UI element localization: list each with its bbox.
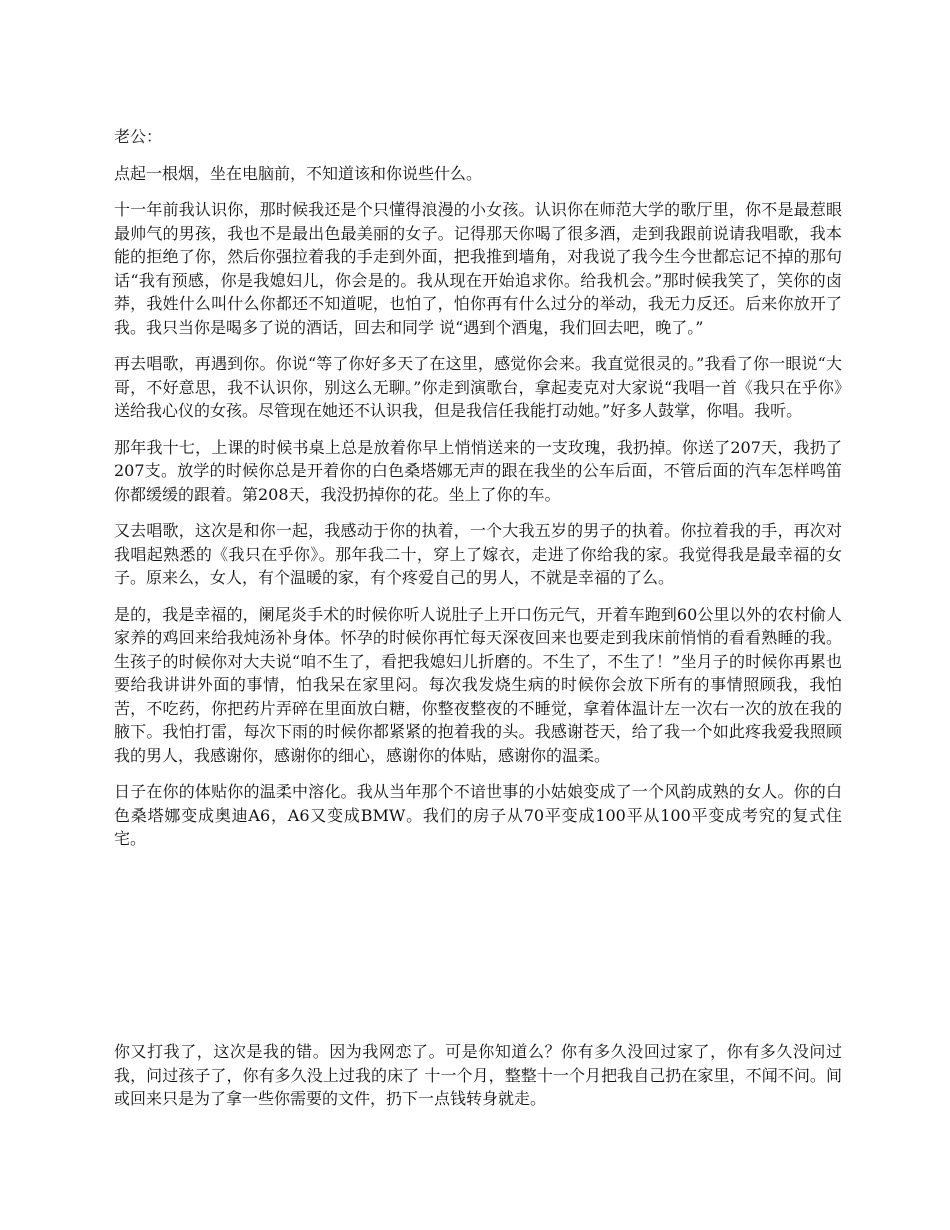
salutation: 老公： <box>114 127 163 146</box>
letter-body <box>114 125 842 864</box>
paragraph-7: 日子在你的体贴你的温柔中溶化。我从当年那个不谙世事的小姑娘变成了一个风韵成熟的女人。你的白色桑塔娜变成奥迪A6，A6又变成BMW。我们的房子从70平变成100平从100平变成考究的复式住宅。 <box>114 782 842 848</box>
paragraph-3: 再去唱歌，再遇到你。你说“等了你好多天了在这里，感觉你会来。我直觉很灵的。”我看了你一眼说“大哥，不好意思，我不认识你，别这么无聊。”你走到演歌台，拿起麦克对大家说“我唱一首《我只在乎你》送给我心仪的女孩。尽管现在她还不认识我，但是我信任我能打动她。”好多人鼓掌，你唱。我听。 <box>114 354 842 420</box>
letter-continuation <box>114 1040 842 1124</box>
paragraph-5: 又去唱歌，这次是和你一起，我感动于你的执着，一个大我五岁的男子的执着。你拉着我的手，再次对我唱起熟悉的《我只在乎你》。那年我二十，穿上了嫁衣，走进了你给我的家。我觉得我是最幸福的女子。原来么，女人，有个温暖的家，有个疼爱自己的男人，不就是幸福的了么。 <box>114 521 842 587</box>
paragraph-1: 点起一根烟，坐在电脑前，不知道该和你说些什么。 <box>114 163 483 183</box>
paragraph-8: 你又打我了，这次是我的错。因为我网恋了。可是你知道么？你有多久没回过家了，你有多久没问过我，问过孩子了，你有多久没上过我的床了 十一个月，整整十一个月把我自己扔在家里，不闻不问。间或回来只是为了拿一些你需要的文件，扔下一点钱转身就走。 <box>114 1042 842 1108</box>
paragraph-6: 是的，我是幸福的，阑尾炎手术的时候你听人说肚子上开口伤元气，开着车跑到60公里以外的农村偷人家养的鸡回来给我炖汤补身体。怀孕的时候你再忙每天深夜回来也要走到我床前悄悄的看看熟睡的我。生孩子的时候你对大夫说“咱不生了，看把我媳妇儿折磨的。不生了，不生了！”坐月子的时候你再累也要给我讲讲外面的事情，怕我呆在家里闷。每次我发烧生病的时候你会放下所有的事情照顾我，我怕苦，不吃药，你把药片弄碎在里面放白糖，你整夜整夜的不睡觉，拿着体温计左一次右一次的放在我的腋下。我怕打雷，每次下雨的时候你都紧紧的抱着我的头。我感谢苍天，给了我一个如此疼我爱我照顾我的男人，我感谢你，感谢你的细心，感谢你的体贴，感谢你的温柔。 <box>114 604 842 765</box>
paragraph-2: 十一年前我认识你，那时候我还是个只懂得浪漫的小女孩。认识你在师范大学的歌厅里，你不是最惹眼最帅气的男孩，我也不是最出色最美丽的女子。记得那天你喝了很多酒，走到我跟前说请我唱歌，我本能的拒绝了你，然后你强拉着我的手走到外面，把我推到墙角，对我说了我今生今世都忘记不掉的那句话“我有预感，你是我媳妇儿，你会是的。我从现在开始追求你。给我机会。”那时候我笑了，笑你的卤莽，我姓什么叫什么你都还不知道呢，也怕了，怕你再有什么过分的举动，我无力反还。后来你放开了我。我只当你是喝多了说的酒话，回去和同学 说“遇到个酒鬼，我们回去吧，晚了。” <box>114 200 842 337</box>
paragraph-4: 那年我十七，上课的时候书桌上总是放着你早上悄悄送来的一支玫瑰，我扔掉。你送了207天，我扔了207支。放学的时候你总是开着你的白色桑塔娜无声的跟在我坐的公车后面，不管后面的汽车怎样鸣笛你都缓缓的跟着。第208天，我没扔掉你的花。坐上了你的车。 <box>114 437 842 504</box>
